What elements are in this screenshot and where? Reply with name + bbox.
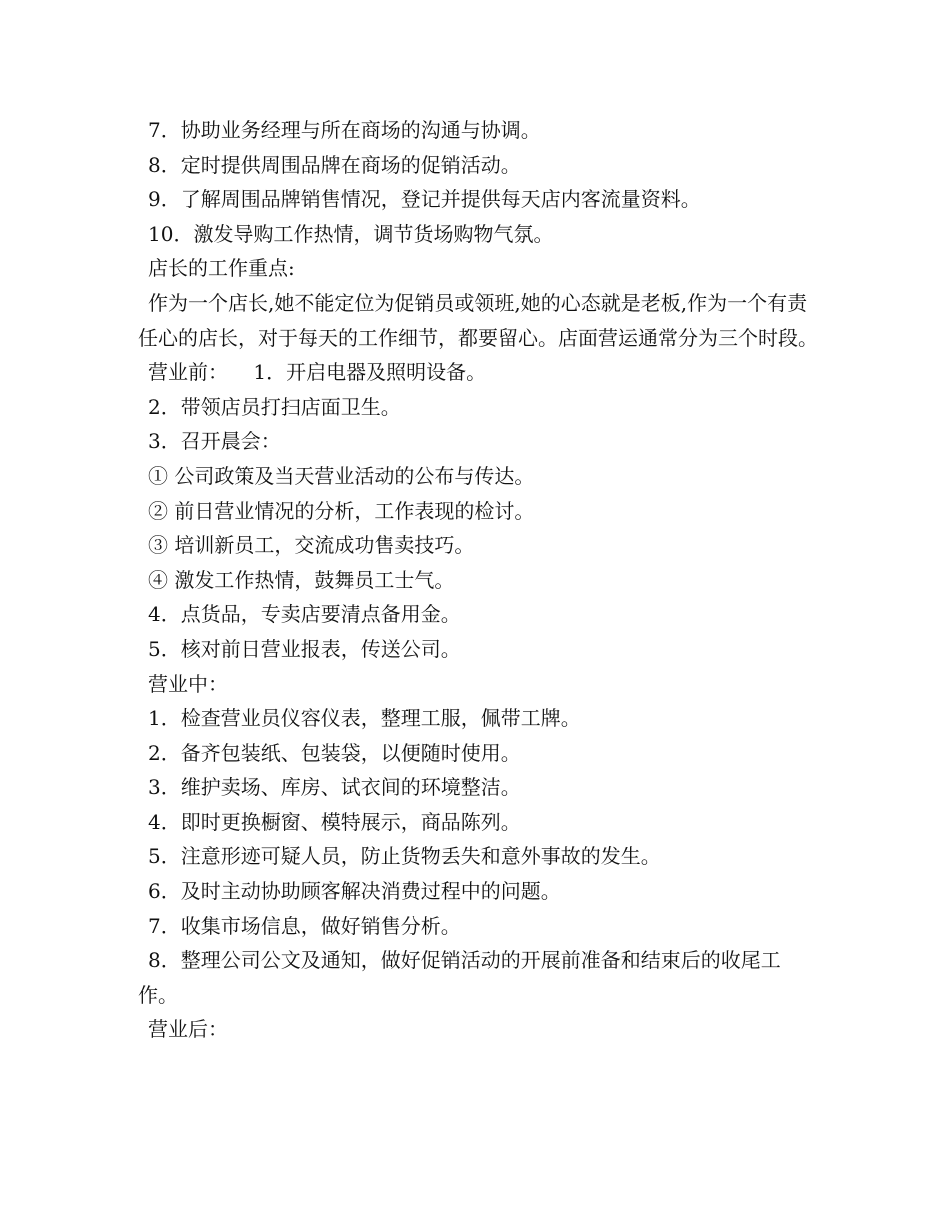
text-line: 10．激发导购工作热情，调节货场购物气氛。 [148, 221, 554, 246]
list-item: 7．收集市场信息，做好销售分析。 [148, 913, 461, 938]
text-line: 8．定时提供周围品牌在商场的促销活动。 [148, 152, 521, 177]
list-item: 2．带领店员打扫店面卫生。 [148, 394, 401, 419]
text-line: 9．了解周围品牌销售情况，登记并提供每天店内客流量资料。 [148, 187, 701, 212]
list-item: 4．即时更换橱窗、模特展示，商品陈列。 [148, 809, 521, 834]
sub-list-item: ① 公司政策及当天营业活动的公布与传达。 [148, 463, 535, 488]
list-item: 5．核对前日营业报表，传送公司。 [148, 636, 461, 661]
list-item: 3．维护卖场、库房、试衣间的环境整洁。 [148, 775, 521, 800]
paragraph: 作为一个店长,她不能定位为促销员或领班,她的心态就是老板,作为一个有责任心的店长，对于每天的工作细节，都要留心。店面营运通常分为三个时段。 [138, 290, 818, 350]
section-heading-before-business: 营业前： 1．开启电器及照明设备。 [148, 360, 487, 385]
list-item-wrapped: 8．整理公司公文及通知，做好促销活动的开展前准备和结束后的收尾工作。 [138, 948, 781, 1007]
document-body [138, 113, 818, 1047]
sub-list-item: ② 前日营业情况的分析，工作表现的检讨。 [148, 498, 535, 523]
section-heading: 店长的工作重点: [148, 256, 295, 281]
list-item: 1．检查营业员仪容仪表，整理工服，佩带工牌。 [148, 706, 581, 731]
section-heading-during-business: 营业中： [148, 671, 228, 696]
list-item: 4．点货品，专卖店要清点备用金。 [148, 602, 461, 627]
sub-list-item: ④ 激发工作热情，鼓舞员工士气。 [148, 567, 455, 592]
list-item: 6．及时主动协助顾客解决消费过程中的问题。 [148, 879, 561, 904]
sub-list-item: ③ 培训新员工，交流成功售卖技巧。 [148, 533, 475, 558]
list-item: 5．注意形迹可疑人员，防止货物丢失和意外事故的发生。 [148, 844, 661, 869]
list-item: 2．备齐包装纸、包装袋，以便随时使用。 [148, 740, 521, 765]
list-item: 3．召开晨会： [148, 429, 281, 454]
section-heading-after-business: 营业后： [148, 1017, 228, 1042]
text-line: 7．协助业务经理与所在商场的沟通与协调。 [148, 118, 541, 142]
